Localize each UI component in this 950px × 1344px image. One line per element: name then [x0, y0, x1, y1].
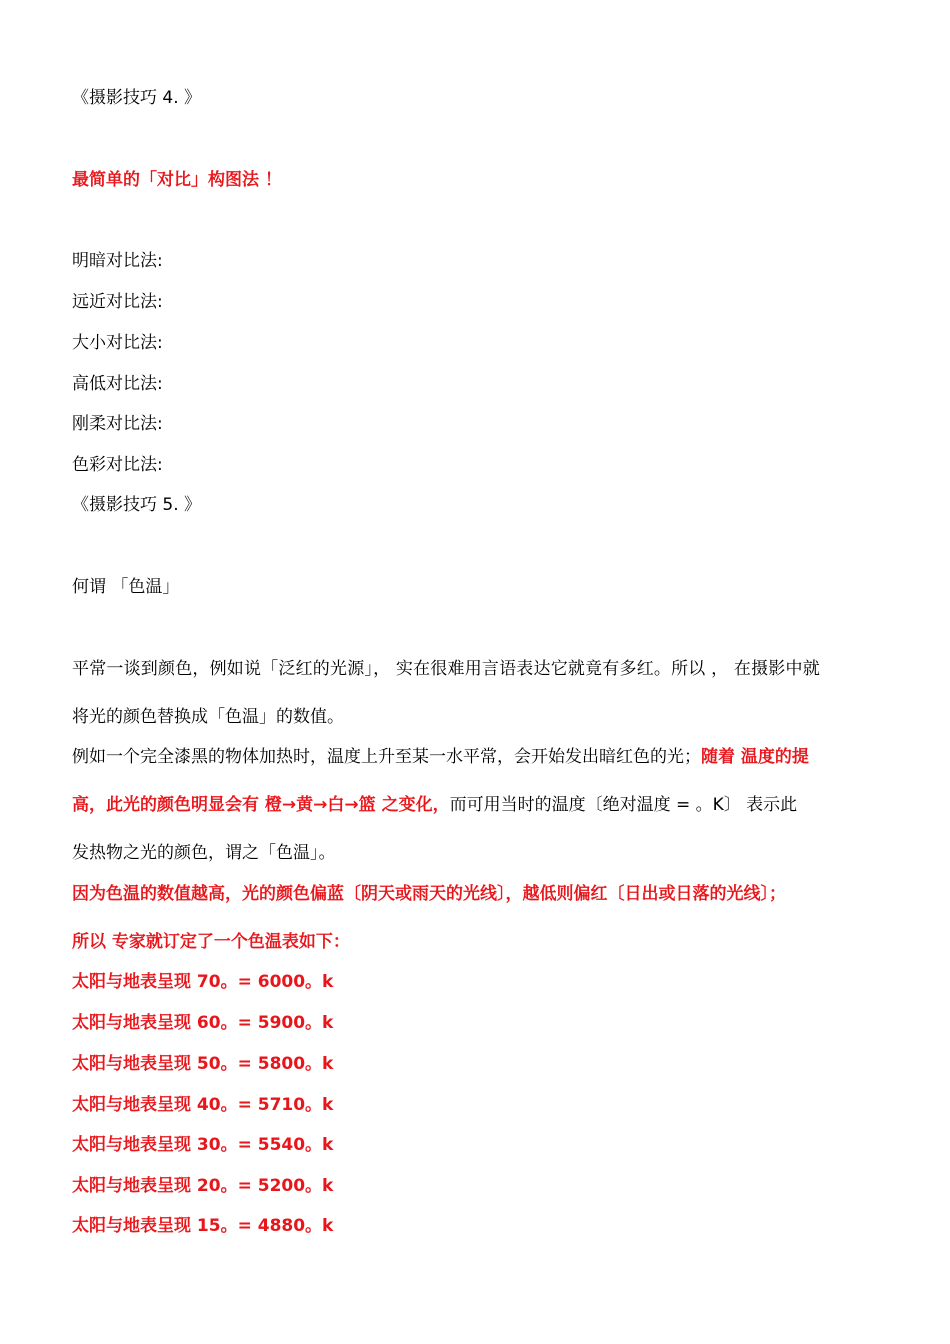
temp-table-row: 太阳与地表呈现 50。= 5800。k: [72, 1054, 334, 1074]
temp-table-row: 太阳与地表呈现 15。= 4880。k: [72, 1216, 334, 1236]
contrast-method-item: 高低对比法:: [72, 374, 163, 394]
paragraph-line: [72, 745, 809, 769]
paragraph-text-red: 随着 温度的提: [701, 747, 809, 767]
temp-table-row: 太阳与地表呈现 20。= 5200。k: [72, 1176, 334, 1196]
paragraph-line: 将光的颜色替换成「色温」的数值。: [72, 707, 344, 727]
paragraph-text-black: 例如一个完全漆黑的物体加热时，温度上升至某一水平常，会开始发出暗红色的光；: [72, 747, 701, 767]
contrast-method-item: 色彩对比法:: [72, 455, 163, 475]
paragraph-line: 发热物之光的颜色，谓之「色温」。: [72, 843, 336, 863]
paragraph-text-red: 高，此光的颜色明显会有 橙→黄→白→篮 之变化，: [72, 795, 450, 815]
heading-tips-4: 《摄影技巧 4. 》: [72, 88, 202, 108]
contrast-method-item: 刚柔对比法:: [72, 414, 163, 434]
temp-table-row: 太阳与地表呈现 60。= 5900。k: [72, 1013, 334, 1033]
temp-table-row: 太阳与地表呈现 30。= 5540。k: [72, 1135, 334, 1155]
contrast-method-item: 明暗对比法:: [72, 251, 163, 271]
subtitle-contrast-composition: 最简单的「对比」构图法 ！: [72, 170, 282, 190]
paragraph-line: 平常一谈到颜色，例如说「泛红的光源」， 实在很难用言语表达它就竟有多红。所以 ， 在摄影中就: [72, 659, 820, 679]
temp-table-row: 太阳与地表呈现 40。= 5710。k: [72, 1095, 334, 1115]
contrast-method-item: 大小对比法:: [72, 333, 163, 353]
paragraph-line-red: 所以 专家就订定了一个色温表如下：: [72, 932, 350, 952]
paragraph-text-black: 而可用当时的温度〔绝对温度 = 。K〕 表示此: [449, 795, 798, 815]
temp-table-row: 太阳与地表呈现 70。= 6000。k: [72, 972, 334, 992]
paragraph-line: [72, 793, 797, 817]
paragraph-line-red: 因为色温的数值越高，光的颜色偏蓝〔阴天或雨天的光线〕，越低则偏红〔日出或日落的光线〕；: [72, 884, 786, 904]
contrast-method-item: 远近对比法:: [72, 292, 163, 312]
subtitle-color-temperature: 何谓 「色温」: [72, 577, 180, 597]
heading-tips-5: 《摄影技巧 5. 》: [72, 495, 202, 515]
